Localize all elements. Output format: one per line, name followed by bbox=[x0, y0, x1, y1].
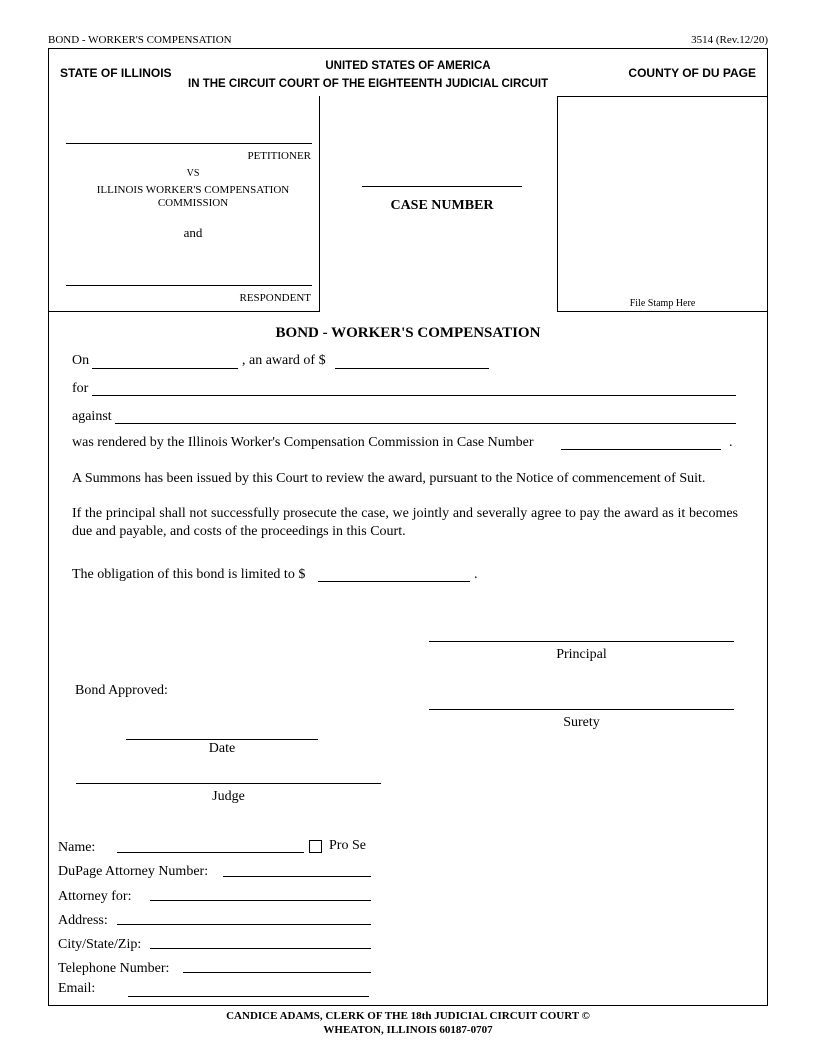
file-stamp-label: File Stamp Here bbox=[629, 298, 696, 309]
date-label: Date bbox=[208, 741, 236, 756]
for-line[interactable] bbox=[92, 395, 736, 396]
email-line[interactable] bbox=[128, 996, 369, 997]
name-line[interactable] bbox=[117, 852, 304, 853]
caption-bottom-border bbox=[48, 311, 320, 312]
and-label: and bbox=[183, 225, 203, 240]
respondent-label: RESPONDENT bbox=[239, 292, 311, 304]
against-label: against bbox=[72, 409, 112, 424]
attorney-for-line[interactable] bbox=[150, 900, 371, 901]
obligation-label: The obligation of this bond is limited to $ bbox=[72, 567, 306, 582]
address-line[interactable] bbox=[117, 924, 371, 925]
document-title: BOND - WORKER'S COMPENSATION bbox=[275, 325, 541, 341]
obligation-amount-line[interactable] bbox=[318, 581, 470, 582]
surety-label: Surety bbox=[563, 715, 600, 730]
award-label: , an award of $ bbox=[242, 353, 326, 368]
footer-clerk: CANDICE ADAMS, CLERK OF THE 18th JUDICIAL CIRCUIT COURT © bbox=[226, 1010, 590, 1022]
county-label: COUNTY OF DU PAGE bbox=[628, 66, 756, 80]
petitioner-label: PETITIONER bbox=[247, 150, 311, 162]
state-label: STATE OF ILLINOIS bbox=[60, 66, 172, 80]
principal-paragraph: If the principal shall not successfully prosecute the case, we jointly and severally agree to pay the award as it becomes due and payable, and costs of the proceedings in this Court. bbox=[72, 506, 738, 539]
bond-approved-label: Bond Approved: bbox=[75, 683, 168, 698]
form-header-title: BOND - WORKER'S COMPENSATION bbox=[48, 34, 232, 46]
award-date-line[interactable] bbox=[92, 368, 238, 369]
obligation-period: . bbox=[474, 567, 478, 582]
address-label: Address: bbox=[58, 913, 108, 928]
surety-signature-line[interactable] bbox=[429, 709, 734, 710]
against-line[interactable] bbox=[115, 423, 736, 424]
case-number-line[interactable] bbox=[362, 186, 522, 187]
dupage-number-label: DuPage Attorney Number: bbox=[58, 864, 209, 879]
case-number-label: CASE NUMBER bbox=[390, 198, 494, 213]
respondent-line[interactable] bbox=[66, 285, 312, 286]
respondent-name-line1: ILLINOIS WORKER'S COMPENSATION bbox=[96, 184, 290, 196]
name-label: Name: bbox=[58, 840, 96, 855]
for-label: for bbox=[72, 381, 89, 396]
telephone-label: Telephone Number: bbox=[58, 961, 170, 976]
respondent-name-line2: COMMISSION bbox=[157, 197, 229, 209]
commission-case-number-line[interactable] bbox=[561, 449, 721, 450]
date-line[interactable] bbox=[126, 739, 318, 740]
email-label: Email: bbox=[58, 981, 96, 996]
pro-se-label: Pro Se bbox=[329, 838, 366, 853]
judge-label: Judge bbox=[212, 789, 245, 804]
attorney-for-label: Attorney for: bbox=[58, 889, 132, 904]
summons-paragraph: A Summons has been issued by this Court to review the award, pursuant to the Notice of commencement of Suit. bbox=[72, 471, 706, 486]
city-line[interactable] bbox=[150, 948, 371, 949]
country-label: UNITED STATES OF AMERICA bbox=[325, 60, 491, 72]
form-number: 3514 (Rev.12/20) bbox=[691, 34, 768, 46]
city-label: City/State/Zip: bbox=[58, 937, 142, 952]
on-label: On bbox=[72, 353, 90, 368]
vs-label: VS bbox=[186, 168, 200, 179]
rendered-text: was rendered by the Illinois Worker's Compensation Commission in Case Number bbox=[72, 435, 534, 450]
pro-se-checkbox[interactable] bbox=[309, 840, 322, 853]
footer-address: WHEATON, ILLINOIS 60187-0707 bbox=[323, 1024, 493, 1036]
principal-signature-line[interactable] bbox=[429, 641, 734, 642]
circuit-label: IN THE CIRCUIT COURT OF THE EIGHTEENTH JUDICIAL CIRCUIT bbox=[188, 78, 549, 90]
rendered-period: . bbox=[729, 435, 733, 450]
petitioner-line[interactable] bbox=[66, 143, 312, 144]
file-stamp-box bbox=[557, 96, 768, 312]
award-amount-line[interactable] bbox=[335, 368, 489, 369]
dupage-number-line[interactable] bbox=[223, 876, 371, 877]
judge-signature-line[interactable] bbox=[76, 783, 381, 784]
telephone-line[interactable] bbox=[183, 972, 371, 973]
principal-label: Principal bbox=[556, 647, 607, 662]
